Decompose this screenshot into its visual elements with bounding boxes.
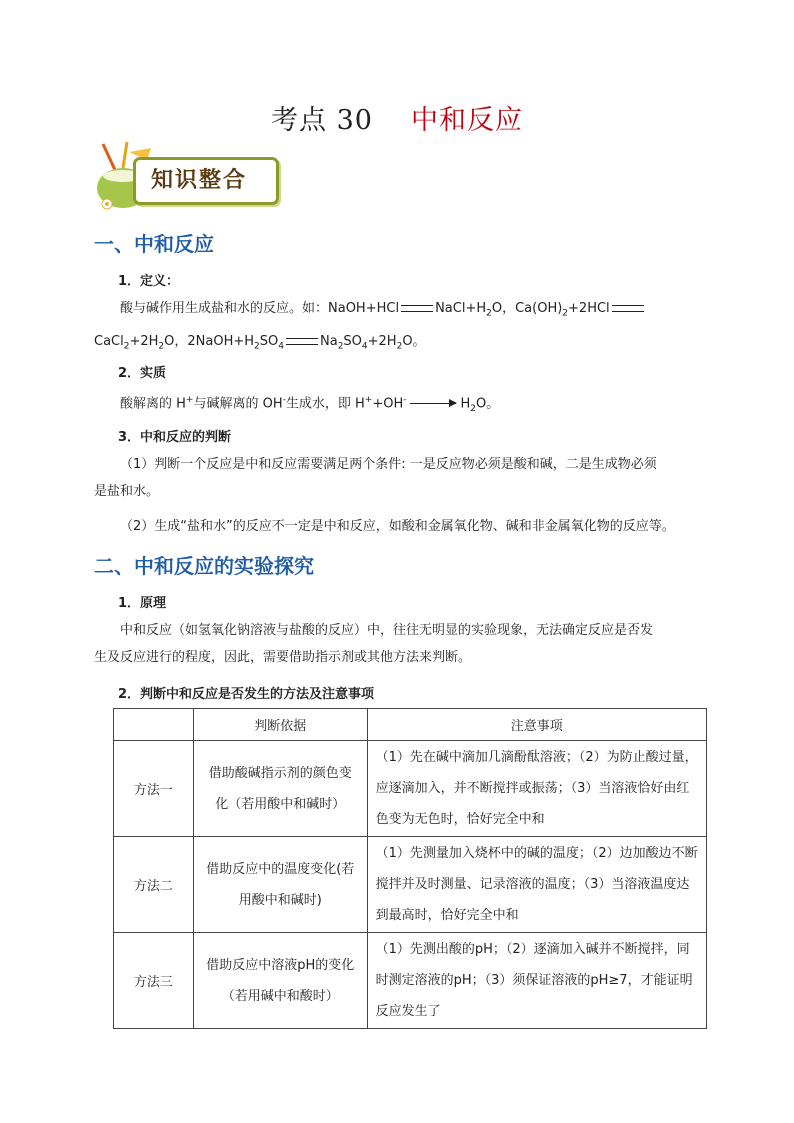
notes-cell: （1）先在碱中滴加几滴酚酞溶液；（2）为防止酸过量，应逐滴加入，并不断搅拌或振荡；（3）当溶液恰好由红色变为无色时，恰好完全中和 xyxy=(367,741,706,837)
equals-sign xyxy=(612,305,644,312)
header-cell: 注意事项 xyxy=(367,709,706,741)
title-main: 中和反应 xyxy=(410,105,523,136)
methods-heading: 2．判断中和反应是否发生的方法及注意事项 xyxy=(118,687,375,702)
method-cell: 方法二 xyxy=(114,837,194,933)
notes-cell: （1）先测出酸的pH；（2）逐滴加入碱并不断搅拌，同时测定溶液的pH；（3）须保证溶液的pH≥7，才能证明反应发生了 xyxy=(367,933,706,1029)
method-cell: 方法三 xyxy=(114,933,194,1029)
header-cell: 判断依据 xyxy=(193,709,367,741)
knowledge-badge xyxy=(93,140,279,212)
table-row xyxy=(114,741,707,837)
badge-label: 知识整合 xyxy=(151,168,248,193)
header-cell xyxy=(114,709,194,741)
essence-paragraph: 酸解离的 H+与碱解离的 OH-生成水，即 H++OH- $H_2O$。 xyxy=(120,395,500,414)
title-prefix: 考点 30 xyxy=(271,105,373,136)
equals-sign xyxy=(286,338,318,345)
methods-table xyxy=(113,708,707,1029)
method-cell: 方法一 xyxy=(114,741,194,837)
basis-cell: 借助反应中的温度变化(若用酸中和碱时) xyxy=(193,837,367,933)
s2-heading: 2．实质 xyxy=(118,366,167,381)
section1-heading: 一、中和反应 xyxy=(94,232,214,256)
table-header-row xyxy=(114,709,707,741)
principle-paragraph: 中和反应（如氢氧化钠溶液与盐酸的反应）中，往往无明显的实验现象，无法确定反应是否发 生及反应进行的程度，因此，需要借助指示剂或其他方法来判断。 xyxy=(94,623,654,665)
table-row xyxy=(114,837,707,933)
equals-sign xyxy=(401,305,433,312)
judgement-paragraph-1: （1）判断一个反应是中和反应需要满足两个条件: 一是反应物必须是酸和碱，二是生成物必须 是盐和水。 xyxy=(94,457,657,499)
principle-heading: 1．原理 xyxy=(118,596,167,611)
basis-cell: 借助酸碱指示剂的颜色变化（若用酸中和碱时） xyxy=(193,741,367,837)
definition-paragraph: 酸与碱作用生成盐和水的反应。如：NaOH+HCl $NaCl+H_2O$，$Ca(OH)_2+2HCl$ $CaCl_2+2H_2O$，$2NaOH+H_2SO_4$ $Na_2SO_4+2H_2O$。 xyxy=(94,295,706,360)
basis-cell: 借助反应中溶液pH的变化（若用碱中和酸时） xyxy=(193,933,367,1029)
s3-heading: 3．中和反应的判断 xyxy=(118,430,232,445)
notes-cell: （1）先测量加入烧杯中的碱的温度；（2）边加酸边不断搅拌并及时测量、记录溶液的温度；（3）当溶液温度达到最高时，恰好完全中和 xyxy=(367,837,706,933)
page-title xyxy=(0,98,794,137)
s1-heading: 1．定义： xyxy=(118,274,180,289)
judgement-paragraph-2: （2）生成“盐和水”的反应不一定是中和反应，如酸和金属氧化物、碱和非金属氧化物的反应等。 xyxy=(120,519,675,534)
section2-heading: 二、中和反应的实验探究 xyxy=(94,554,314,578)
table-row xyxy=(114,933,707,1029)
reaction-arrow xyxy=(410,403,456,404)
